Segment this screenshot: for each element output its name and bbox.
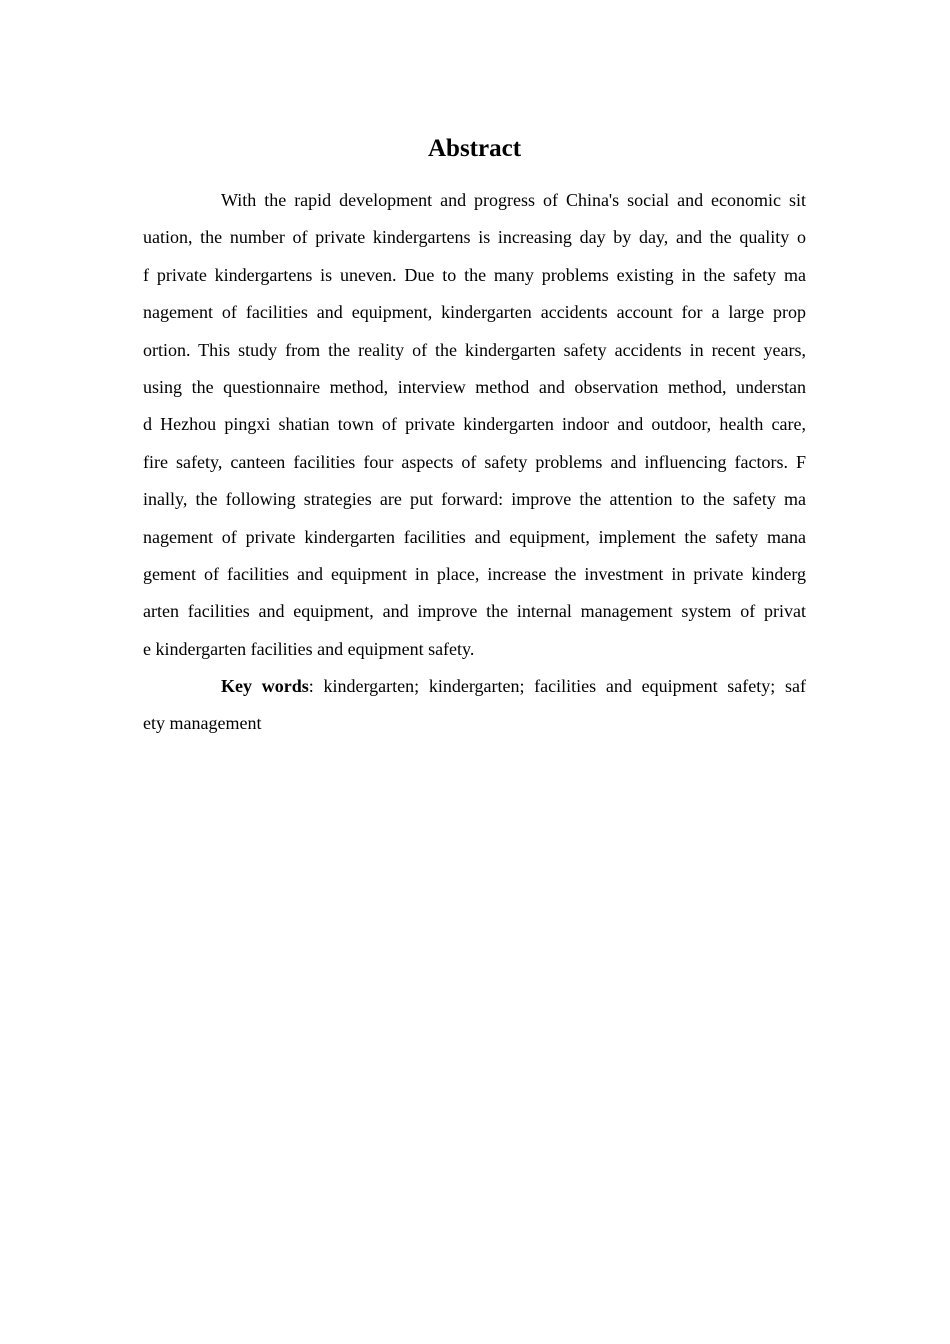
abstract-line: e kindergarten facilities and equipment safety. bbox=[143, 638, 475, 659]
abstract-line: nagement of facilities and equipment, kindergarten accidents account for a large prop bbox=[143, 302, 806, 323]
abstract-line: gement of facilities and equipment in place, increase the investment in private kinderg bbox=[143, 563, 806, 584]
keywords-label: Key words bbox=[221, 676, 309, 697]
abstract-line: fire safety, canteen facilities four aspects of safety problems and influencing factors. F bbox=[143, 451, 806, 472]
abstract-line: f private kindergartens is uneven. Due to the many problems existing in the safety ma bbox=[143, 264, 806, 285]
abstract-line: d Hezhou pingxi shatian town of private kindergarten indoor and outdoor, health care, bbox=[143, 414, 806, 435]
abstract-line: ortion. This study from the reality of the kindergarten safety accidents in recent years, bbox=[143, 339, 806, 360]
abstract-body bbox=[143, 182, 806, 743]
abstract-line: nagement of private kindergarten facilities and equipment, implement the safety mana bbox=[143, 526, 806, 547]
keywords-line-continued: ety management bbox=[143, 713, 262, 734]
abstract-line: arten facilities and equipment, and improve the internal management system of privat bbox=[143, 601, 806, 622]
abstract-line: With the rapid development and progress of China's social and economic sit bbox=[221, 190, 806, 210]
abstract-line: using the questionnaire method, interview method and observation method, understan bbox=[143, 376, 806, 397]
abstract-title: Abstract bbox=[427, 135, 522, 162]
abstract-line: inally, the following strategies are put forward: improve the attention to the safety ma bbox=[143, 489, 806, 510]
keywords-text: : kindergarten; kindergarten; facilities and equipment safety; saf bbox=[308, 676, 806, 697]
abstract-line: uation, the number of private kindergartens is increasing day by day, and the quality o bbox=[143, 227, 806, 248]
keywords-line bbox=[143, 668, 806, 705]
